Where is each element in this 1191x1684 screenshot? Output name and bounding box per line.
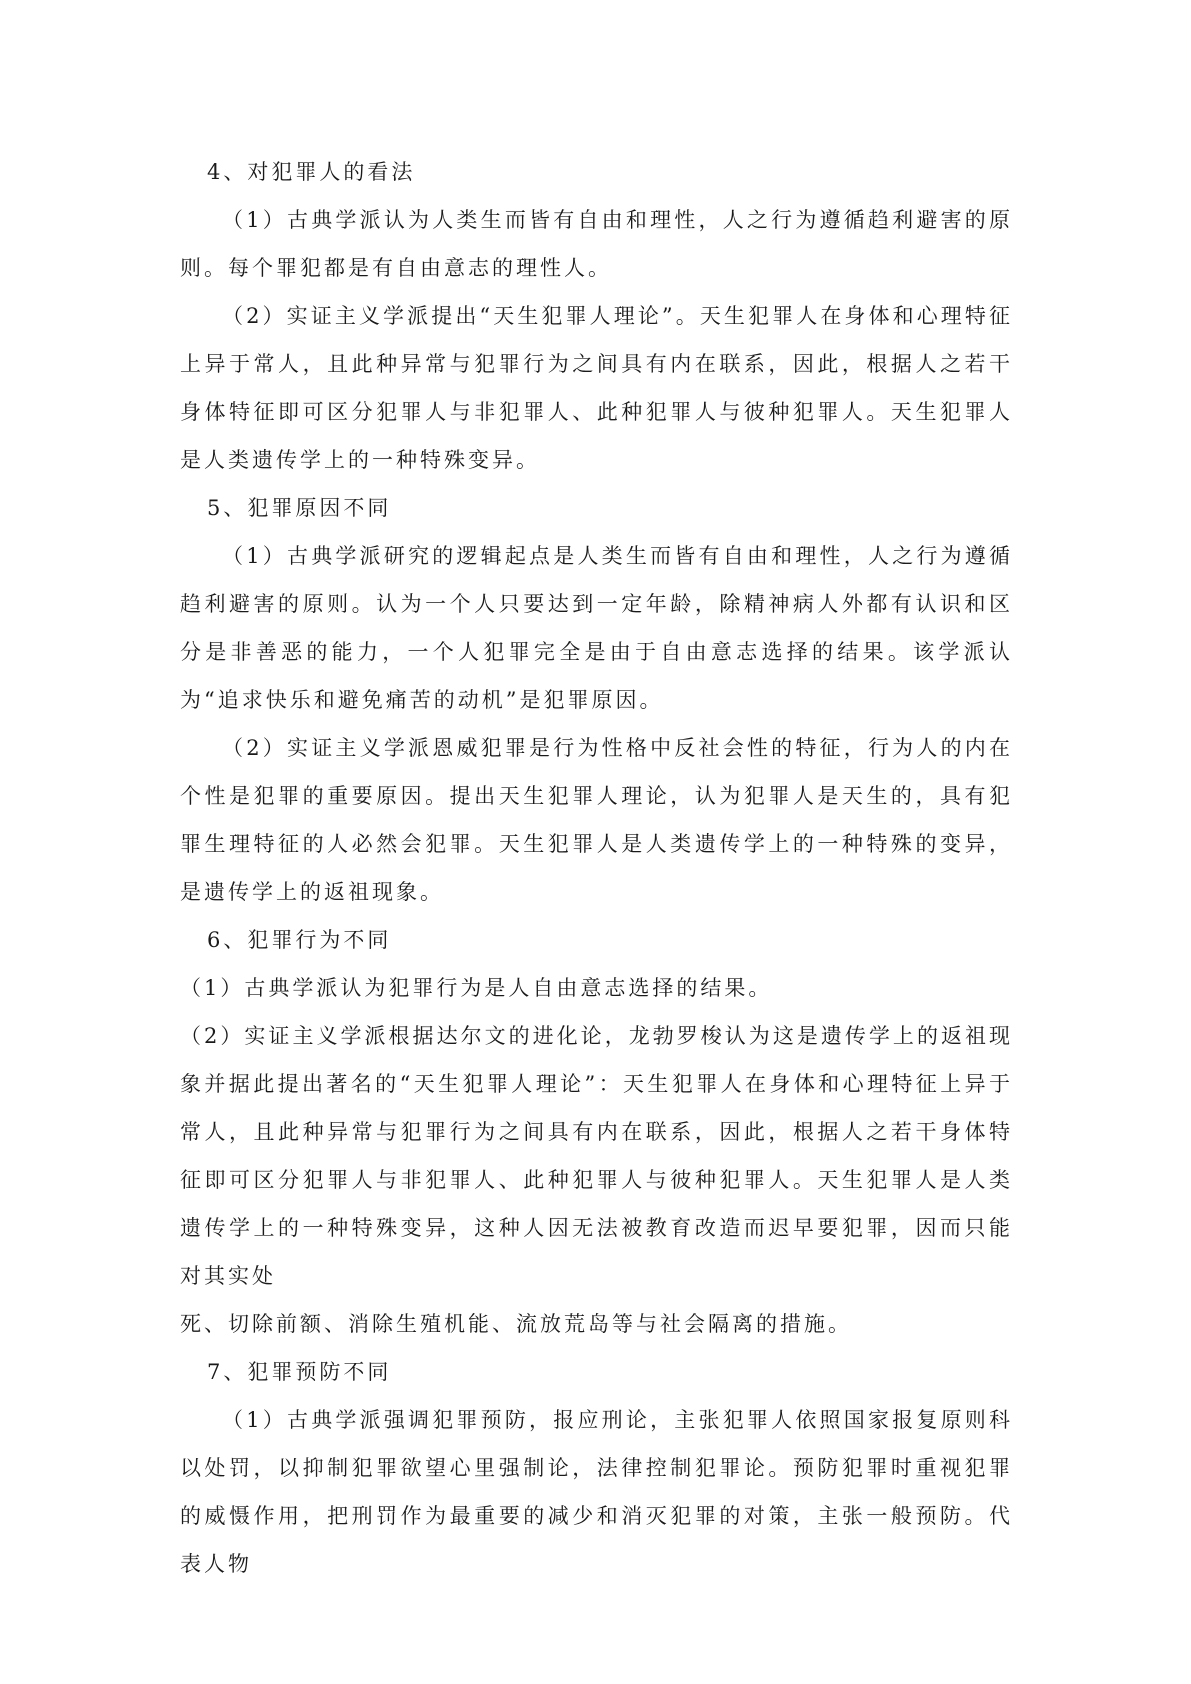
section-6-paragraph-2: （2）实证主义学派根据达尔文的进化论，龙勃罗梭认为这是遗传学上的返祖现象并据此提出著名的“天生犯罪人理论”：天生犯罪人在身体和心理特征上异于常人，且此种异常与犯罪行为之间具有内在联系，因此，根据人之若干身体特征即可区分犯罪人与非犯罪人、此种犯罪人与彼种犯罪人。天生犯罪人是人类遗传学上的一种特殊变异，这种人因无法被教育改造而迟早要犯罪，因而只能对其实处 bbox=[180, 1024, 1013, 1288]
section-5-paragraph-1: （1）古典学派研究的逻辑起点是人类生而皆有自由和理性，人之行为遵循趋利避害的原则。认为一个人只要达到一定年龄，除精神病人外都有认识和区分是非善恶的能力，一个人犯罪完全是由于自由意志选择的结果。该学派认为“追求快乐和避免痛苦的动机”是犯罪原因。 bbox=[180, 544, 1013, 712]
section-5-heading: 5、犯罪原因不同 bbox=[207, 496, 392, 520]
section-7-heading: 7、犯罪预防不同 bbox=[207, 1360, 392, 1384]
section-4-heading: 4、对犯罪人的看法 bbox=[207, 160, 416, 184]
section-4-paragraph-1: （1）古典学派认为人类生而皆有自由和理性，人之行为遵循趋利避害的原则。每个罪犯都是有自由意志的理性人。 bbox=[180, 208, 1013, 280]
section-6-heading: 6、犯罪行为不同 bbox=[207, 928, 392, 952]
section-5-paragraph-2: （2）实证主义学派恩威犯罪是行为性格中反社会性的特征，行为人的内在个性是犯罪的重要原因。提出天生犯罪人理论，认为犯罪人是天生的，具有犯罪生理特征的人必然会犯罪。天生犯罪人是人类遗传学上的一种特殊的变异，是遗传学上的返祖现象。 bbox=[180, 736, 1013, 904]
section-6-paragraph-3: 死、切除前额、消除生殖机能、流放荒岛等与社会隔离的措施。 bbox=[180, 1312, 852, 1336]
section-7-paragraph-1: （1）古典学派强调犯罪预防，报应刑论，主张犯罪人依照国家报复原则科以处罚，以抑制犯罪欲望心里强制论，法律控制犯罪论。预防犯罪时重视犯罪的威慑作用，把刑罚作为最重要的减少和消灭犯罪的对策，主张一般预防。代表人物 bbox=[180, 1408, 1013, 1576]
section-6-paragraph-1: （1）古典学派认为犯罪行为是人自由意志选择的结果。 bbox=[180, 976, 773, 1000]
document-body bbox=[180, 148, 1013, 1588]
section-4-paragraph-2: （2）实证主义学派提出“天生犯罪人理论”。天生犯罪人在身体和心理特征上异于常人，且此种异常与犯罪行为之间具有内在联系，因此，根据人之若干身体特征即可区分犯罪人与非犯罪人、此种犯罪人与彼种犯罪人。天生犯罪人是人类遗传学上的一种特殊变异。 bbox=[180, 304, 1013, 472]
